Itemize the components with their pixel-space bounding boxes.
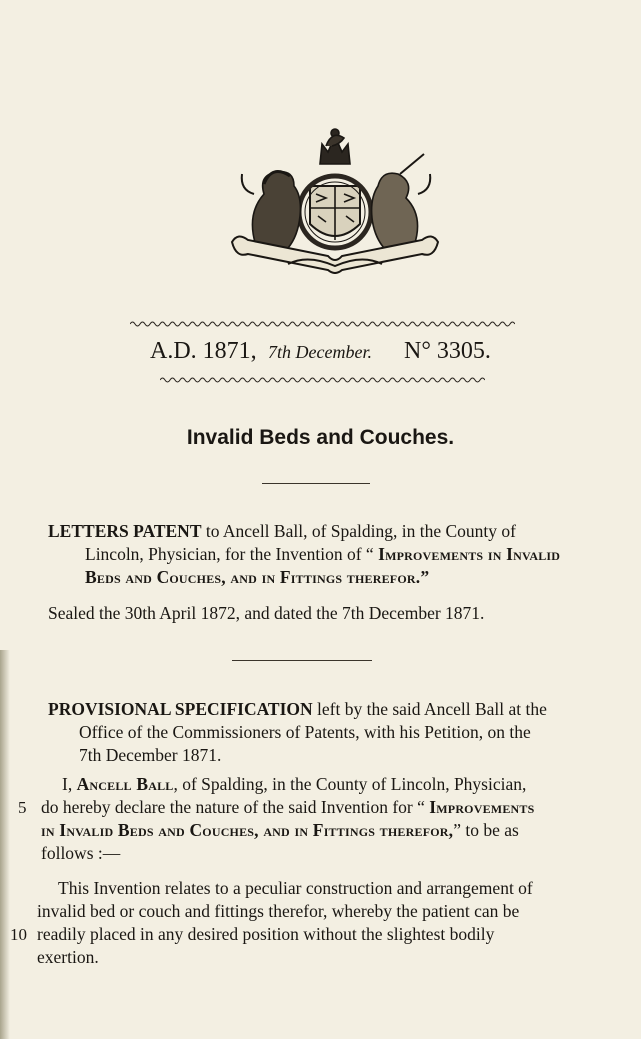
- letters-patent-line-3: Beds and Couches, and in Fittings therefor.”: [85, 567, 430, 587]
- invention-line-1: This Invention relates to a peculiar construction and arrangement of: [58, 878, 533, 898]
- wavy-rule-top: [130, 320, 515, 328]
- wavy-rule-bottom: [160, 376, 485, 384]
- patent-date: 7th December.: [268, 342, 372, 362]
- letters-patent-line-1: LETTERS PATENT to Ancell Ball, of Spalding, in the County of: [48, 521, 516, 541]
- invention-line-2: invalid bed or couch and fittings therefor, whereby the patient can be: [37, 901, 520, 921]
- letters-patent-line-2: Lincoln, Physician, for the Invention of “ Improvements in Invalid: [85, 544, 561, 564]
- patent-heading: [150, 338, 510, 370]
- anno-domini-year: A.D. 1871,: [150, 338, 257, 364]
- invention-line-4: exertion.: [37, 947, 99, 967]
- divider-2: [232, 660, 372, 661]
- declaration-line-4: follows :—: [41, 843, 121, 863]
- line-number-10: 10: [10, 925, 27, 944]
- patent-number: N° 3305.: [404, 338, 491, 364]
- provisional-line-3: 7th December 1871.: [79, 745, 222, 765]
- declaration-line-3: in Invalid Beds and Couches, and in Fittings therefor,” to be as: [41, 820, 519, 840]
- invention-line-3: readily placed in any desired position without the slightest bodily: [37, 924, 495, 944]
- line-number-5: 5: [18, 798, 27, 817]
- divider-1: [262, 483, 370, 484]
- declaration-line-1: I, Ancell Ball, of Spalding, in the County of Lincoln, Physician,: [62, 774, 527, 794]
- declaration-line-2: do hereby declare the nature of the said Invention for “ Improvements: [41, 797, 535, 817]
- provisional-line-1: PROVISIONAL SPECIFICATION left by the said Ancell Ball at the: [48, 699, 547, 719]
- patent-title: Invalid Beds and Couches.: [186, 426, 455, 449]
- royal-coat-of-arms: [228, 124, 442, 274]
- sealed-line: Sealed the 30th April 1872, and dated the 7th December 1871.: [48, 603, 485, 623]
- provisional-line-2: Office of the Commissioners of Patents, with his Petition, on the: [79, 722, 531, 742]
